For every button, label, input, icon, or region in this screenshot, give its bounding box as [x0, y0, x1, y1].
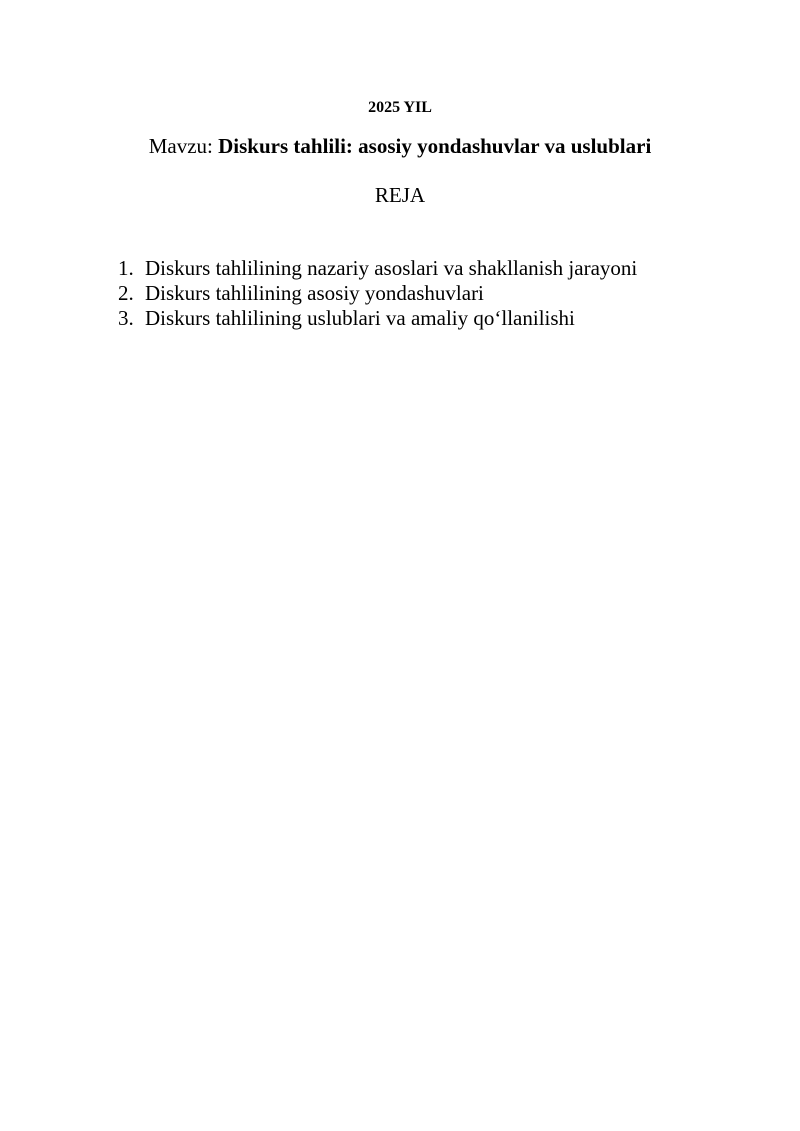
topic-prefix: Mavzu: [148, 134, 219, 158]
plan-item-number: 2. [118, 281, 134, 305]
year-line: 2025 YIL [368, 99, 432, 116]
plan-item-number: 3. [118, 306, 134, 330]
plan-item [118, 281, 637, 306]
plan-item-text: Diskurs tahlilining nazariy asoslari va shakllanish jarayoni [145, 256, 638, 280]
plan-list [118, 256, 637, 331]
plan-item-number: 1. [118, 256, 134, 280]
topic-title: Diskurs tahlili: asosiy yondashuvlar va uslublari [218, 134, 652, 158]
plan-item-text: Diskurs tahlilining uslublari va amaliy qo‘llanilishi [145, 306, 575, 330]
plan-item [118, 256, 637, 281]
plan-heading: REJA [374, 183, 426, 207]
topic-line [0, 133, 800, 159]
plan-item [118, 306, 637, 331]
plan-item-text: Diskurs tahlilining asosiy yondashuvlari [145, 281, 484, 305]
